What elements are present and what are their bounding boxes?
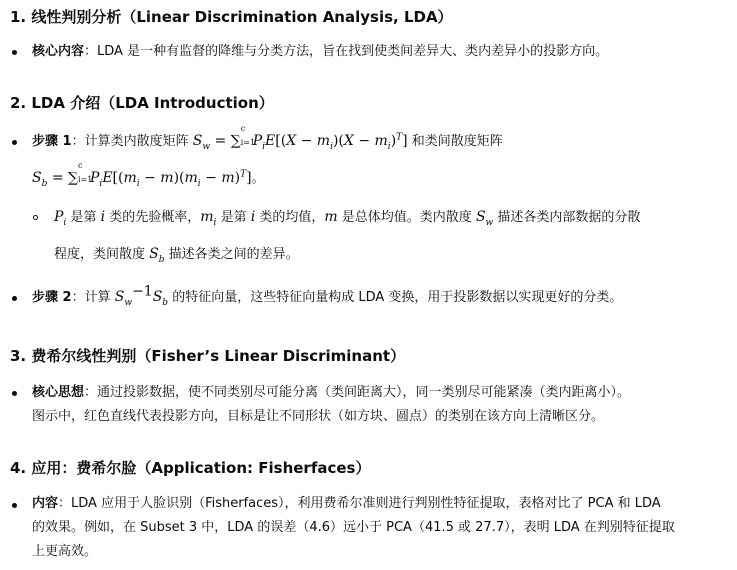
text: 计算 xyxy=(84,290,111,305)
section-3-heading: 3. 费希尔线性判别（Fisher’s Linear Discriminant） xyxy=(10,347,406,365)
text: 程度，类间散度 xyxy=(54,247,146,262)
text: 的特征向量，这些特征向量构成 LDA 变换，用于投影数据以实现更好的分类。 xyxy=(172,290,623,305)
s2-step1 xyxy=(32,124,503,152)
sep: ： xyxy=(84,385,98,400)
sep: ： xyxy=(84,44,98,59)
s2-step1-sub-line2: 程度，类间散度 $S_b$ 描述各类之间的差异。 xyxy=(54,246,299,265)
bullet-dot xyxy=(12,391,17,396)
s2-step2 xyxy=(32,283,623,308)
text: 计算类内散度矩阵 xyxy=(84,134,189,149)
s3-core-idea-line1 xyxy=(32,383,630,403)
s4-content-line1 xyxy=(32,494,661,514)
bullet-dot xyxy=(12,503,17,508)
bullet-dot xyxy=(12,140,17,145)
text: LDA 应用于人脸识别（Fisherfaces），利用费希尔准则进行判别性特征提取，表格对比了 PCA 和 LDA xyxy=(71,496,661,511)
sep: ： xyxy=(71,134,85,149)
sb-formula: $S_b$ = ∑ c i=1 $P_iE[(m_i - m)(m_i - m)^T]$ xyxy=(32,161,252,189)
text: 。 xyxy=(251,171,265,186)
label: 核心内容 xyxy=(32,44,85,59)
text: 描述各类内部数据的分散 xyxy=(497,210,641,225)
sep: ： xyxy=(58,496,72,511)
label: 核心思想 xyxy=(32,385,85,400)
section-4-heading: 4. 应用：费希尔脸（Application: Fisherfaces） xyxy=(10,459,371,477)
section-2-heading: 2. LDA 介绍（LDA Introduction） xyxy=(10,94,274,112)
bullet-dot xyxy=(12,50,17,55)
s3-core-idea-line2: 图示中，红色直线代表投影方向，目标是让不同形状（如方块、圆点）的类别在该方向上清晰区分。 xyxy=(32,409,605,424)
s4-content-line2: 的效果。例如，在 Subset 3 中，LDA 的误差（4.6）远小于 PCA（41.5 或 27.7），表明 LDA 在判别特征提取 xyxy=(32,520,675,535)
text: 和类间散度矩阵 xyxy=(411,134,503,149)
label: 步骤 2 xyxy=(32,290,72,305)
s2-sb-formula-line xyxy=(32,161,265,189)
text: 描述各类之间的差异。 xyxy=(168,247,299,262)
label: 步骤 1 xyxy=(32,134,72,149)
text: 类的均值， xyxy=(259,210,325,225)
sw-formula: $S_w$ = ∑ c i=1 $P_iE[(X - m_i)(X - m_i)^T]$ xyxy=(192,124,408,152)
section-1-heading: 1. 线性判别分析（Linear Discrimination Analysis, LDA） xyxy=(10,8,453,26)
bullet-dot xyxy=(12,296,17,301)
text: 是第 xyxy=(220,210,247,225)
sep: ： xyxy=(71,290,85,305)
s2-step1-sub-line1: $P_i$ 是第 i 类的先验概率，$m_i$ 是第 i 类的均值，m 是总体均值。类内散度 $S_w$ 描述各类内部数据的分散 xyxy=(54,209,641,228)
sw-inv-sb: $S_w^{-1}S_b$ xyxy=(114,283,169,308)
text: 类的先验概率， xyxy=(109,210,201,225)
label: 内容 xyxy=(32,496,59,511)
text: 是第 xyxy=(70,210,97,225)
text: LDA 是一种有监督的降维与分类方法，旨在找到使类间差异大、类内差异小的投影方向。 xyxy=(97,44,609,59)
s1-core-content xyxy=(32,42,608,62)
s4-content-line3: 上更高效。 xyxy=(32,544,98,559)
sub-bullet-circle xyxy=(33,215,38,220)
text: 通过投影数据，使不同类别尽可能分离（类间距离大），同一类别尽可能紧凑（类内距离小）。 xyxy=(97,385,631,400)
text: 是总体均值。类内散度 xyxy=(341,210,472,225)
